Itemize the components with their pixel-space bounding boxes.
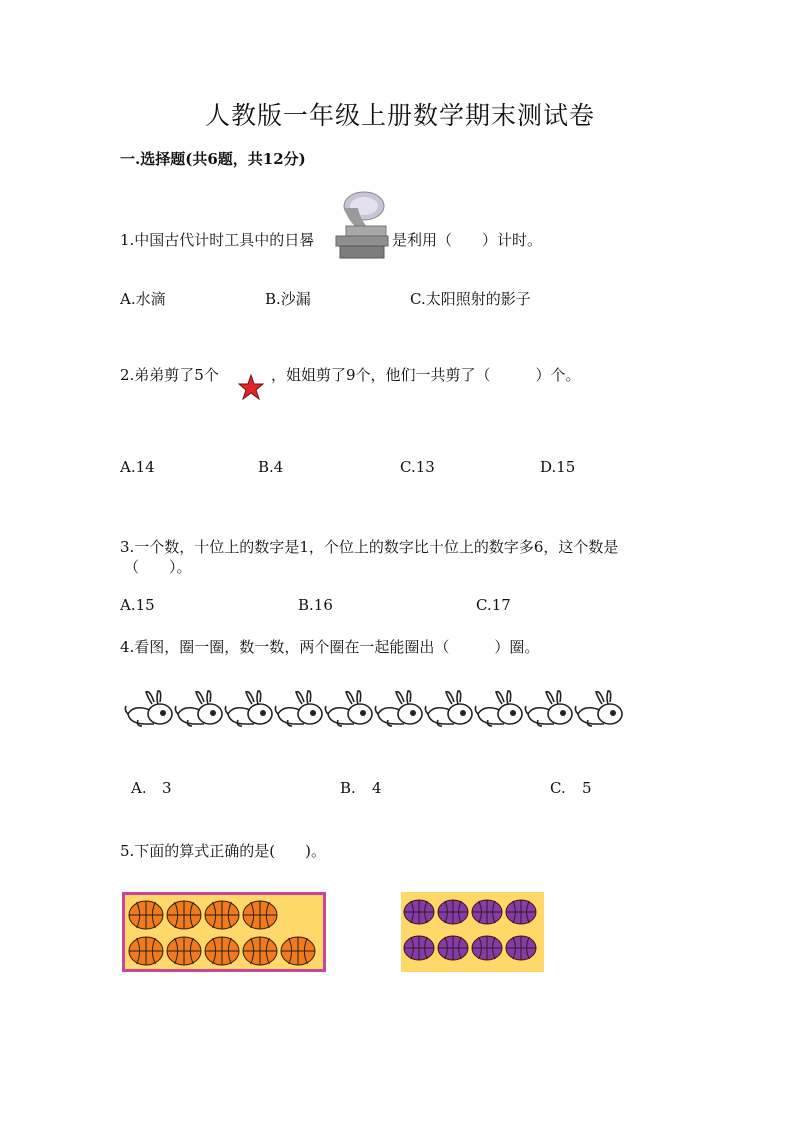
q1-option-c: C.太阳照射的影子 [410,290,531,308]
q4-text: 4.看图，圈一圈，数一数，两个圈在一起能圈出（ ）圈。 [120,638,540,656]
rabbit-icon [575,691,622,726]
basketball-icon [129,901,163,929]
basketball-icon [129,937,163,965]
basketball-icon [167,901,201,929]
basketball-icon [404,936,434,960]
rabbit-icon [125,691,172,726]
rabbit-icon [225,691,272,726]
rabbit-icon [175,691,222,726]
q2-option-a: A.14 [120,458,155,476]
basketball-box-purple [401,892,544,972]
q4-option-b-value: 4 [372,779,382,797]
rabbit-icon [375,691,422,726]
basketball-box-orange [122,892,326,972]
basketball-icon [281,937,315,965]
q4-option-c-letter: C. [550,779,566,797]
q2-option-c: C.13 [400,458,435,476]
section-heading: 一.选择题(共6题，共12分) [120,150,306,168]
q3-line2: （ ）。 [124,558,192,576]
basketball-icon [506,936,536,960]
rabbit-icon [275,691,322,726]
basketball-icon [205,901,239,929]
basketball-icon [205,937,239,965]
basketball-icon [472,900,502,924]
rabbit-icon [325,691,372,726]
q5-text: 5.下面的算式正确的是( )。 [120,842,327,860]
basketball-icon [243,937,277,965]
q3-option-b: B.16 [298,596,333,614]
q4-option-a-value: 3 [162,779,172,797]
q2-option-b: B.4 [258,458,284,476]
basketball-icon [438,936,468,960]
q2-text-after: ，姐姐剪了9个，他们一共剪了（ ）个。 [271,366,581,384]
basketball-icon [167,937,201,965]
q3-option-a: A.15 [120,596,155,614]
q1-text-before: 1.中国古代计时工具中的日晷 [120,231,315,249]
q3-option-c: C.17 [476,596,511,614]
red-star-icon [238,374,264,404]
basketball-icon [243,901,277,929]
basketball-icon [404,900,434,924]
rabbit-icon [425,691,472,726]
page-title: 人教版一年级上册数学期末测试卷 [204,101,595,130]
q4-option-c-value: 5 [582,779,592,797]
sundial-icon [330,186,392,268]
q2-text-before: 2.弟弟剪了5个 [120,366,219,384]
q4-option-a-letter: A. [131,779,147,797]
rabbit-icon [525,691,572,726]
q4-option-b-letter: B. [340,779,356,797]
q1-option-b: B.沙漏 [265,290,311,308]
basketball-icon [472,936,502,960]
basketball-icon [438,900,468,924]
rabbit-icon [475,691,522,726]
rabbit-row [124,688,624,732]
q1-text-after: 是利用（ ）计时。 [392,231,543,249]
q1-option-a: A.水滴 [120,290,166,308]
q2-option-d: D.15 [540,458,576,476]
q3-line1: 3.一个数，十位上的数字是1，个位上的数字比十位上的数字多6，这个数是 [120,538,619,556]
basketball-icon [506,900,536,924]
